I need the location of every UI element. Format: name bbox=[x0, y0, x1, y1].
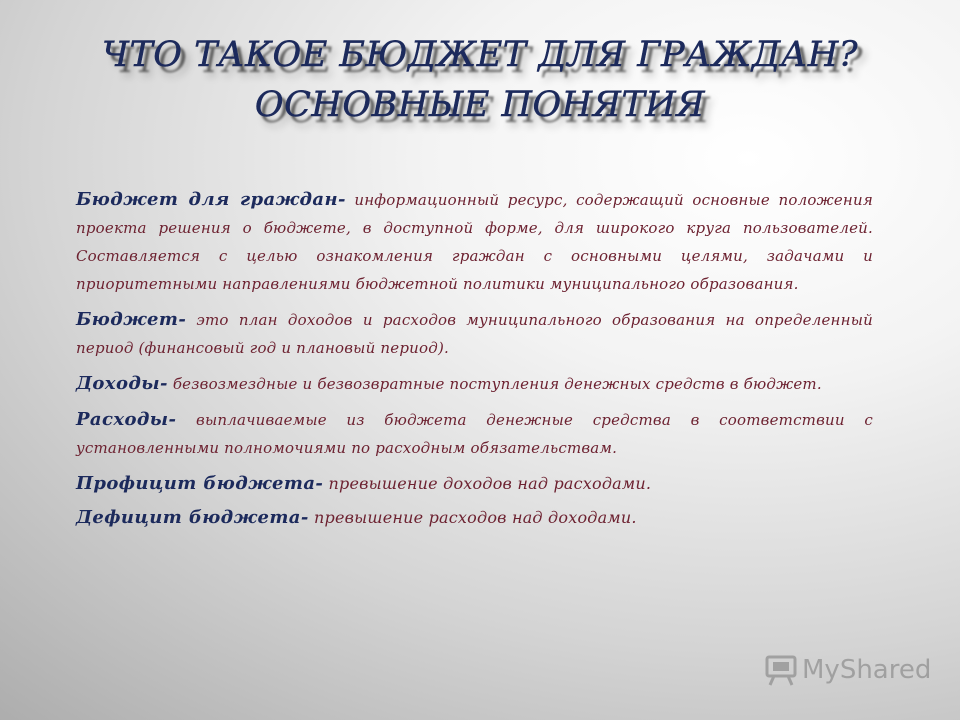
definition-text: превышение расходов над доходами. bbox=[308, 508, 637, 527]
definition-text: безвозмездные и безвозвратные поступления денежных средств в бюджет. bbox=[167, 375, 822, 393]
definition-term: Доходы- bbox=[76, 373, 168, 394]
definition-text: это план доходов и расходов муниципального образования на определенный период (финансовый год и плановый период). bbox=[76, 311, 873, 357]
definition-term: Профицит бюджета- bbox=[76, 473, 324, 494]
title-line-1: ЧТО ТАКОЕ БЮДЖЕТ ДЛЯ ГРАЖДАН? bbox=[101, 35, 859, 75]
definition-term: Бюджет- bbox=[76, 309, 187, 330]
definition-expenses bbox=[76, 406, 873, 462]
definition-surplus bbox=[76, 470, 873, 498]
watermark-text: MyShared bbox=[802, 655, 932, 685]
definitions-list bbox=[76, 186, 873, 538]
definition-text: выплачиваемые из бюджета денежные средства в соответствии с установленными полномочиями по расходным обязательствам. bbox=[76, 411, 873, 457]
definition-income bbox=[76, 370, 873, 398]
title-line-2: ОСНОВНЫЕ ПОНЯТИЯ bbox=[254, 85, 706, 125]
definition-text: превышение доходов над расходами. bbox=[323, 474, 652, 493]
presentation-board-icon bbox=[764, 654, 798, 686]
definition-budget-for-citizens bbox=[76, 186, 873, 298]
definition-deficit bbox=[76, 504, 873, 532]
definition-term: Бюджет для граждан- bbox=[76, 189, 346, 210]
definition-budget bbox=[76, 306, 873, 362]
definition-text: информационный ресурс, содержащий основные положения проекта решения о бюджете, в доступной форме, для широкого круга пользователей. Составляется с целью ознакомления граждан с основными целями, задачами и приоритетными направлениями бюджетной политики муниципального образования. bbox=[76, 191, 873, 293]
slide-title bbox=[60, 30, 900, 130]
watermark-logo bbox=[764, 654, 931, 686]
definition-term: Расходы- bbox=[76, 409, 177, 430]
definition-term: Дефицит бюджета- bbox=[76, 507, 309, 528]
